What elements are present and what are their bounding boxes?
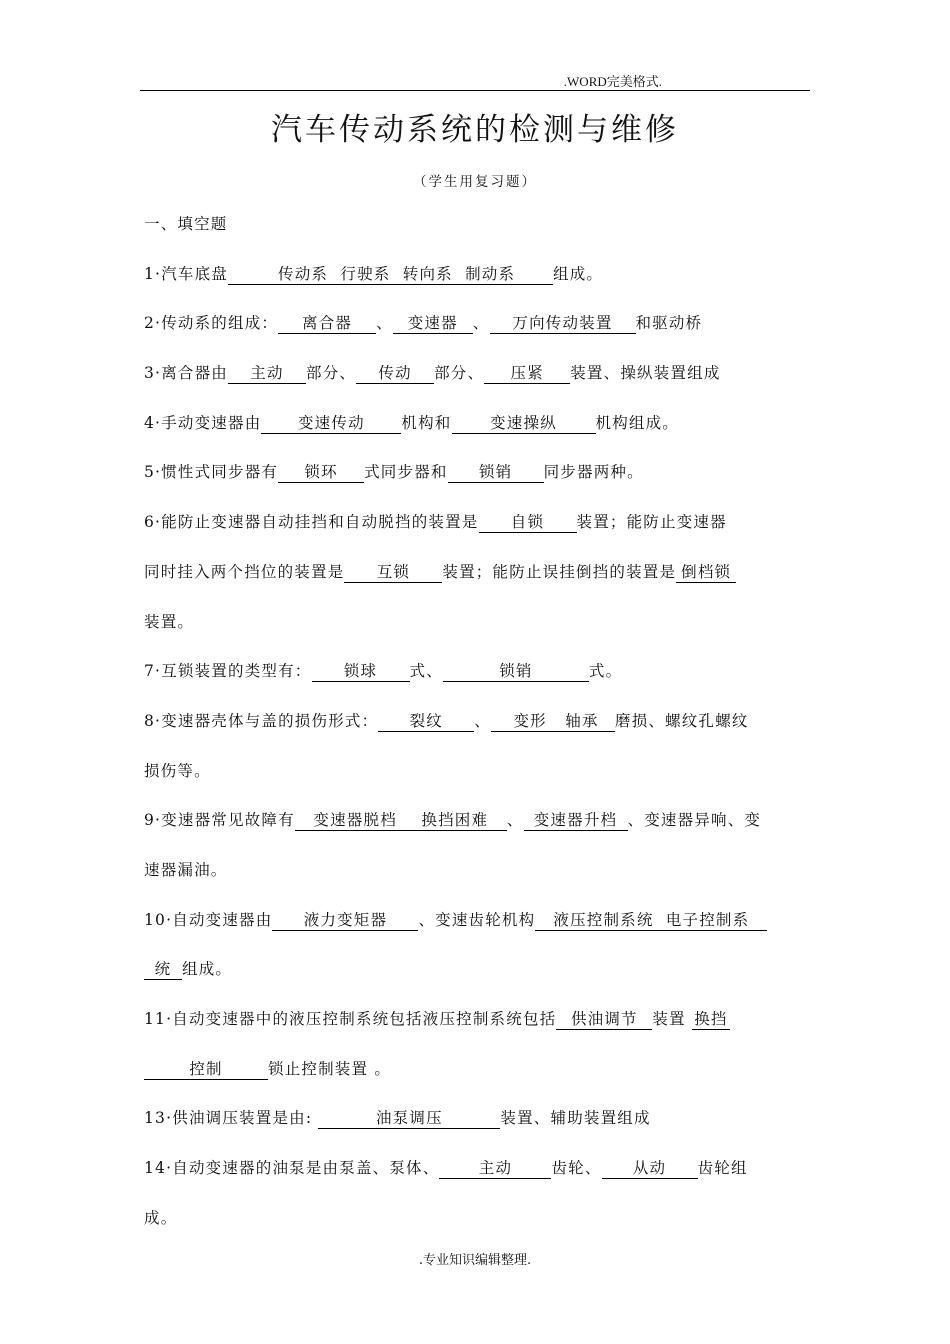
question-line	[144, 1094, 808, 1144]
document-title: 汽车传动系统的检测与维修	[271, 112, 679, 148]
question-line	[144, 846, 808, 896]
answer-blank: 变速传动	[261, 413, 401, 434]
question-text: 装置；能防止误挂倒挡的装置是	[442, 562, 677, 581]
answer-blank: 统	[144, 959, 182, 980]
page-footer: .专业知识编辑整理.	[418, 1253, 532, 1268]
question-line	[144, 598, 808, 648]
question-text: 装置；能防止变速器	[576, 513, 727, 532]
question-text: 式、	[409, 662, 443, 681]
question-text: 部分、	[434, 364, 485, 383]
answer-blank: 液力变矩器	[272, 910, 418, 931]
question-line	[144, 299, 808, 349]
question-text: 锁止控制装置 。	[268, 1059, 392, 1078]
question-text: 机构组成。	[595, 413, 680, 432]
question-text: 、	[506, 811, 524, 830]
question-line	[144, 747, 808, 797]
question-text: 、	[474, 711, 491, 730]
page-header	[140, 72, 810, 91]
question-text: 装置	[652, 1010, 692, 1028]
answer-blank: 主动	[228, 363, 306, 384]
answer-blank: 油泵调压	[318, 1108, 500, 1129]
question-text: 组成。	[553, 264, 604, 283]
answer-blank: 液压控制系统 电子控制系	[535, 910, 767, 931]
question-text: 机构和	[401, 413, 452, 432]
question-line	[144, 1194, 808, 1244]
question-text: 、	[376, 314, 393, 333]
question-list	[144, 200, 808, 1243]
question-text: 9·变速器常见故障有	[144, 811, 295, 830]
question-text: 损伤等。	[144, 761, 211, 780]
answer-blank: 变形 轴承	[491, 711, 615, 732]
answer-blank: 裂纹	[378, 711, 474, 732]
header-text: .WORD完美格式.	[563, 74, 662, 89]
question-text: 速器漏油。	[144, 860, 228, 879]
question-text: 同时挂入两个挡位的装置是	[144, 562, 345, 581]
question-line	[144, 349, 808, 399]
question-text: 1·汽车底盘	[144, 264, 228, 283]
answer-blank: 变速器升档	[524, 810, 628, 831]
question-text: 7·互锁装置的类型有：	[144, 662, 312, 681]
question-text: 2·传动系的组成：	[144, 314, 279, 333]
answer-blank: 变速器脱档 换挡困难	[295, 810, 507, 831]
answer-blank: 锁球	[312, 661, 410, 682]
question-text: 式同步器和	[364, 463, 448, 482]
question-text: 齿轮、	[551, 1159, 602, 1178]
answer-blank: 变速操纵	[452, 413, 596, 434]
question-text: 和驱动桥	[635, 314, 703, 333]
answer-blank: 从动	[602, 1158, 698, 1179]
answer-blank: 主动	[439, 1158, 551, 1179]
answer-blank: 锁销	[443, 661, 589, 682]
question-text: 磨损、螺纹孔螺纹	[615, 711, 749, 730]
question-line	[144, 697, 808, 747]
question-text: 、	[472, 314, 490, 333]
question-text: 13·供油调压装置是由:	[144, 1109, 319, 1128]
question-text: 8·变速器壳体与盖的损伤形式：	[144, 711, 379, 730]
question-line	[144, 896, 808, 946]
answer-blank: 传动系 行驶系 转向系 制动系	[228, 264, 553, 285]
question-text: 装置、辅助装置组成	[500, 1109, 651, 1128]
question-text: 11·自动变速器中的液压控制系统包括液压控制系统包括	[144, 1010, 557, 1028]
question-line	[144, 796, 808, 846]
answer-blank: 万向传动装置	[490, 313, 636, 334]
question-text: 4·手动变速器由	[144, 413, 262, 432]
question-text: 成。	[144, 1208, 178, 1227]
answer-blank: 倒档锁	[676, 562, 736, 583]
question-line	[144, 1045, 808, 1095]
question-line	[144, 995, 808, 1045]
answer-blank: 自锁	[479, 512, 577, 533]
question-lines	[144, 250, 808, 1244]
question-text: 组成。	[182, 960, 233, 979]
question-text: 3·离合器由	[144, 364, 228, 383]
answer-blank: 离合器	[278, 313, 376, 334]
answer-blank: 互锁	[344, 562, 442, 583]
question-text: 装置、操纵装置组成	[570, 364, 721, 383]
answer-blank: 控制	[144, 1059, 268, 1080]
answer-blank: 变速器	[393, 313, 473, 334]
document-subtitle: （学生用复习题）	[413, 174, 537, 190]
question-line	[144, 548, 808, 598]
question-text: 5·惯性式同步器有	[144, 463, 279, 482]
answer-blank: 传动	[356, 363, 434, 384]
question-line	[144, 1144, 808, 1194]
question-text: 部分、	[306, 364, 357, 383]
question-text: 、变速器异响、变	[627, 811, 762, 830]
question-text: 同步器两种。	[543, 463, 644, 482]
question-line	[144, 448, 808, 498]
question-line	[144, 647, 808, 697]
question-text: 10·自动变速器由	[144, 910, 273, 929]
answer-blank: 锁销	[448, 462, 544, 483]
answer-blank: 锁环	[278, 462, 364, 483]
answer-blank: 换挡	[692, 1009, 730, 1030]
question-text: 装置。	[144, 612, 195, 631]
question-text: 齿轮组	[697, 1159, 748, 1178]
question-line	[144, 399, 808, 449]
answer-blank: 供油调节	[556, 1009, 652, 1030]
question-text: 、变速齿轮机构	[418, 910, 536, 929]
section-heading: 一、填空题	[144, 215, 228, 233]
question-text: 14·自动变速器的油泵是由泵盖、泵体、	[144, 1159, 440, 1178]
question-line	[144, 250, 808, 300]
question-line	[144, 945, 808, 995]
answer-blank: 压紧	[484, 363, 570, 384]
question-text: 6·能防止变速器自动挂挡和自动脱挡的装置是	[144, 513, 479, 532]
question-text: 式。	[588, 662, 623, 681]
question-line	[144, 498, 808, 548]
